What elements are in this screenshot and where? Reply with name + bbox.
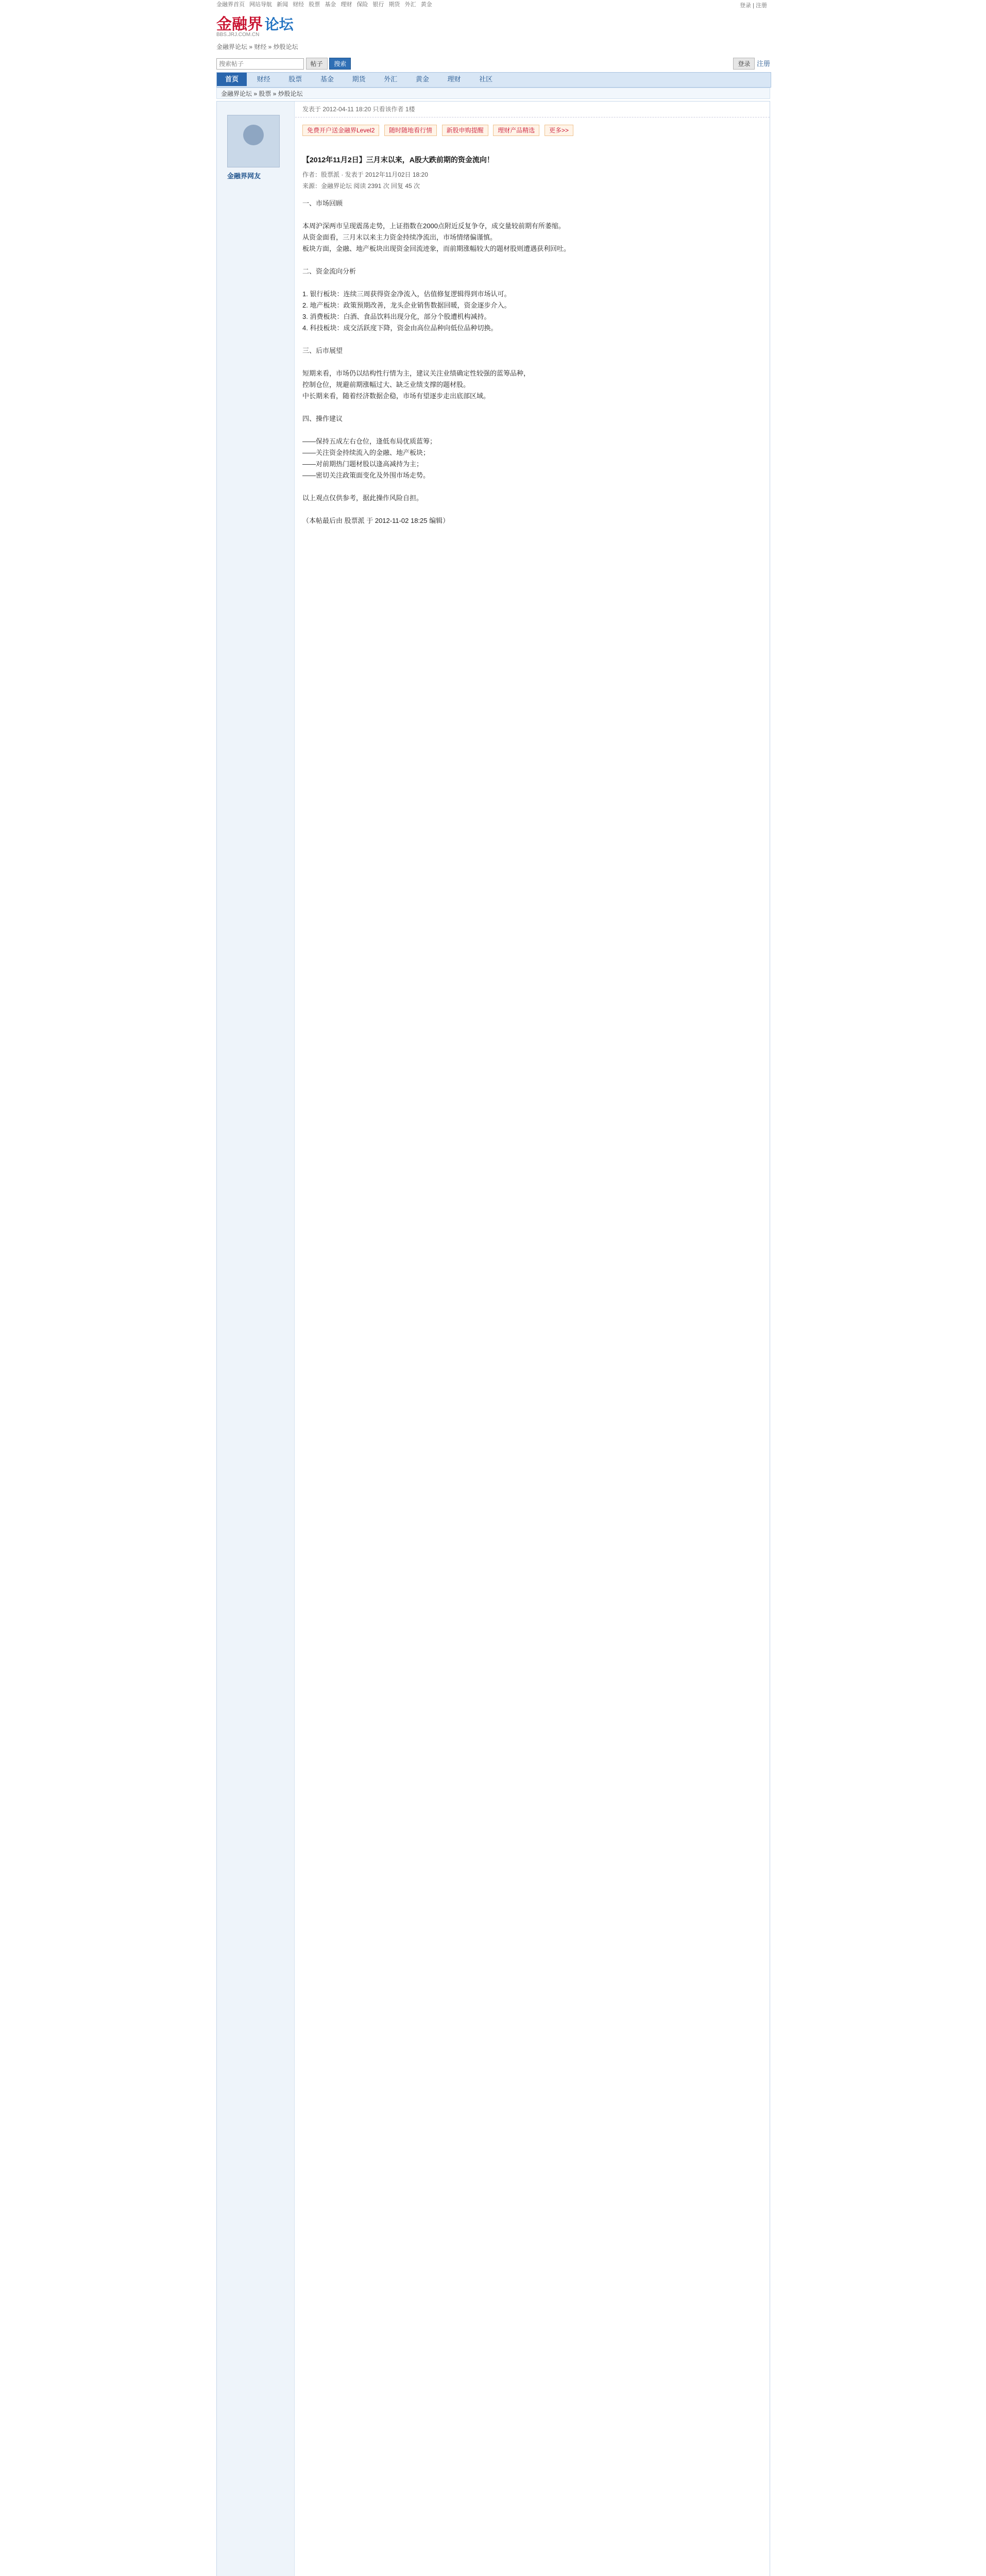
search-bar (216, 58, 770, 71)
sub-breadcrumb: 金融界论坛 » 股票 » 炒股论坛 (216, 88, 770, 99)
logo-product: 论坛 (264, 16, 294, 32)
nav-tab[interactable]: 基金 (320, 75, 334, 83)
ad-link[interactable]: 新股申购提醒 (442, 125, 488, 136)
post-header: 发表于 2012-04-11 18:20 只看该作者 1楼 (295, 101, 770, 117)
top-link[interactable]: 网站导航 (249, 2, 273, 8)
top-link[interactable]: 基金 (325, 2, 336, 8)
nav-tab[interactable]: 社区 (479, 75, 493, 83)
post-title: 【2012年11月2日】三月末以来，A股大跌前期的资金流向！ (302, 156, 494, 164)
search-button[interactable]: 搜索 (329, 58, 351, 70)
post-ad-links (302, 124, 762, 148)
search-input[interactable] (216, 58, 304, 70)
avatar[interactable] (227, 115, 280, 167)
top-link[interactable]: 外汇 (404, 2, 416, 8)
main-nav (216, 72, 771, 88)
login-links[interactable]: 登录 | 注册 (740, 3, 767, 9)
author-name[interactable]: 金融界网友 (227, 172, 261, 180)
nav-tab[interactable]: 理财 (447, 75, 461, 83)
top-link[interactable]: 理财 (341, 2, 352, 8)
nav-tab[interactable]: 期货 (352, 75, 366, 83)
post (216, 101, 770, 2576)
nav-tab[interactable]: 股票 (288, 75, 302, 83)
search-scope-select[interactable]: 帖子 (306, 58, 328, 70)
post-content-panel (295, 101, 770, 2576)
top-link[interactable]: 股票 (309, 2, 320, 8)
post-body: 一、市场回顾 本周沪深两市呈现震荡走势，上证指数在2000点附近反复争夺，成交量较前期有所萎缩。 从资金面看，三月末以来主力资金持续净流出，市场情绪偏谨慎。 板块方面，金融、地产板块出现资金回流迹象，而前期涨幅较大的题材股则遭遇获利回吐。 二、资金流向分析 1. 银行板块：连续三周获得资金净流入，估值修复逻辑得到市场认可。 2. 地产板块：政策预期改善，龙头企业销售数据回暖，资金逐步介入。 3. 消费板块：白酒、食品饮料出现分化，部分个股遭机构减持。 4. 科技板块：成交活跃度下降，资金由高位品种向低位品种切换。 三、后市展望 短期来看，市场仍以结构性行情为主，建议关注业绩确定性较强的蓝筹品种， 控制仓位，规避前期涨幅过大、缺乏业绩支撑的题材股。 中长期来看，随着经济数据企稳，市场有望逐步走出底部区域。 四、操作建议 ——保持五成左右仓位，逢低布局优质蓝筹； ——关注资金持续流入的金融、地产板块； ——对前期热门题材股以逢高减持为主； ——密切关注政策面变化及外围市场走势。 以上观点仅供参考，据此操作风险自担。 （本帖最后由 股票派 于 2012-11-02 18:25 编辑） (302, 199, 571, 524)
post-meta-line: 来源：金融界论坛 阅读 2391 次 回复 45 次 (302, 182, 420, 190)
top-bar (216, 0, 770, 10)
nav-tab[interactable]: 财经 (257, 75, 270, 83)
nav-tab[interactable]: 黄金 (415, 75, 429, 83)
post-meta-line: 作者：股票派 · 发表于 2012年11月02日 18:20 (302, 171, 428, 178)
top-link[interactable]: 黄金 (420, 2, 432, 8)
top-link[interactable]: 银行 (372, 2, 384, 8)
site-logo[interactable] (216, 11, 309, 40)
ad-link[interactable]: 更多>> (545, 125, 573, 136)
register-link[interactable]: 注册 (756, 60, 770, 67)
nav-tab[interactable]: 外汇 (384, 75, 398, 83)
top-link[interactable]: 新闻 (277, 2, 288, 8)
post-author-panel (217, 101, 295, 2576)
ad-link[interactable]: 免费开户送金融界Level2 (302, 125, 379, 136)
top-link[interactable]: 金融界首页 (216, 2, 245, 8)
top-link[interactable]: 财经 (293, 2, 304, 8)
breadcrumb: 金融界论坛 » 财经 » 炒股论坛 (216, 43, 298, 50)
top-link[interactable]: 保险 (356, 2, 368, 8)
ad-link[interactable]: 随时随地看行情 (384, 125, 437, 136)
login-button[interactable]: 登录 (733, 58, 755, 70)
top-link[interactable]: 期货 (388, 2, 400, 8)
nav-tab-home[interactable]: 首页 (217, 73, 247, 86)
logo-brand: 金融界 (216, 16, 263, 33)
logo-url: BBS.JRJ.COM.CN (216, 32, 260, 38)
ad-link[interactable]: 理财产品精选 (493, 125, 539, 136)
